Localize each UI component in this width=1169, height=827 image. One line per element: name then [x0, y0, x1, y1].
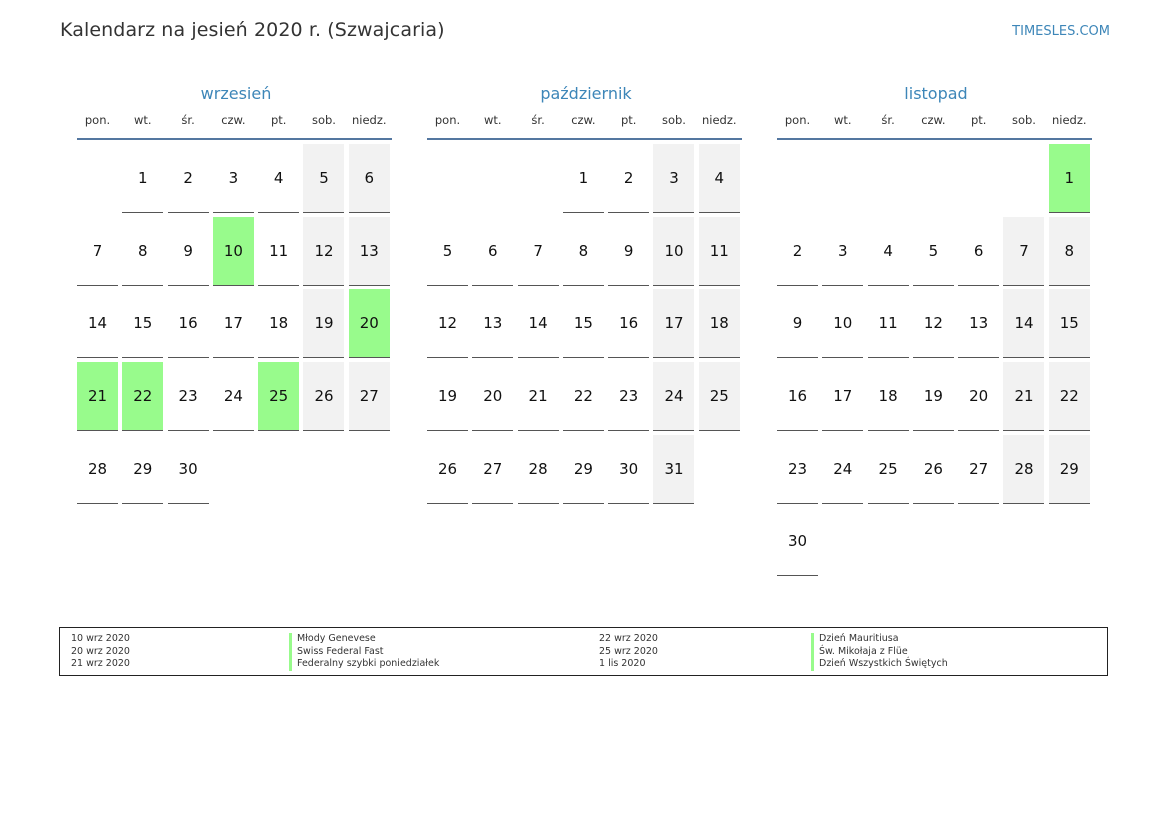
day-cell[interactable]: 15 [563, 289, 604, 358]
day-cell[interactable]: 9 [168, 217, 209, 286]
day-cell[interactable]: 17 [213, 289, 254, 358]
empty-cell [518, 144, 559, 213]
day-cell[interactable]: 26 [913, 435, 954, 504]
day-cell[interactable]: 3 [653, 144, 694, 213]
day-cell[interactable]: 13 [349, 217, 390, 286]
day-cell[interactable]: 16 [608, 289, 649, 358]
day-cell[interactable]: 12 [913, 289, 954, 358]
header-rule [77, 138, 392, 140]
day-cell[interactable]: 18 [868, 362, 909, 431]
day-cell[interactable]: 30 [168, 435, 209, 504]
day-cell[interactable]: 5 [913, 217, 954, 286]
weekday-label: niedz. [702, 113, 737, 127]
weekday-header [77, 109, 395, 131]
day-cell[interactable]: 20 [472, 362, 513, 431]
page-title: Kalendarz na jesień 2020 r. (Szwajcaria) [60, 19, 445, 41]
month-name: wrzesień [200, 84, 272, 103]
weekday-header [427, 109, 745, 131]
day-cell[interactable]: 9 [608, 217, 649, 286]
empty-cell [958, 144, 999, 213]
day-cell[interactable]: 7 [518, 217, 559, 286]
legend-holiday-name: Federalny szybki poniedziałek [289, 658, 439, 671]
day-cell[interactable]: 14 [518, 289, 559, 358]
day-cell[interactable]: 19 [913, 362, 954, 431]
legend-date: 22 wrz 2020 [599, 633, 658, 644]
weekday-label: sob. [311, 113, 336, 127]
weekday-label: pt. [270, 113, 287, 127]
day-cell[interactable]: 6 [472, 217, 513, 286]
day-cell[interactable]: 15 [122, 289, 163, 358]
legend-holiday-name: Swiss Federal Fast [289, 646, 439, 659]
empty-cell [868, 144, 909, 213]
month-september [77, 83, 395, 504]
day-cell[interactable]: 23 [168, 362, 209, 431]
day-cell[interactable]: 18 [258, 289, 299, 358]
header-rule [777, 138, 1092, 140]
day-cell[interactable]: 8 [563, 217, 604, 286]
day-cell[interactable]: 5 [303, 144, 344, 213]
day-cell[interactable]: 17 [653, 289, 694, 358]
day-grid [77, 144, 395, 504]
holiday-day-cell[interactable]: 20 [349, 289, 390, 358]
weekday-label: niedz. [1052, 113, 1087, 127]
day-cell[interactable]: 11 [699, 217, 740, 286]
day-cell[interactable]: 28 [1003, 435, 1044, 504]
weekday-label: pon. [84, 113, 111, 127]
day-cell[interactable]: 1 [122, 144, 163, 213]
day-cell[interactable]: 3 [213, 144, 254, 213]
weekday-label: sob. [661, 113, 686, 127]
day-grid [777, 144, 1095, 576]
day-cell[interactable]: 30 [608, 435, 649, 504]
weekday-label: pt. [970, 113, 987, 127]
legend-dates-right [599, 633, 658, 671]
day-cell[interactable]: 26 [303, 362, 344, 431]
day-cell[interactable]: 24 [213, 362, 254, 431]
day-cell[interactable]: 8 [122, 217, 163, 286]
day-cell[interactable]: 14 [1003, 289, 1044, 358]
holiday-legend [59, 627, 1108, 676]
day-cell[interactable]: 29 [122, 435, 163, 504]
day-cell[interactable]: 19 [303, 289, 344, 358]
weekday-label: wt. [134, 113, 152, 127]
weekday-label: śr. [881, 113, 895, 127]
month-october [427, 83, 745, 504]
day-cell[interactable]: 22 [563, 362, 604, 431]
day-cell[interactable]: 27 [958, 435, 999, 504]
day-cell[interactable]: 6 [349, 144, 390, 213]
day-cell[interactable]: 6 [958, 217, 999, 286]
month-name: październik [540, 84, 632, 103]
day-cell[interactable]: 29 [563, 435, 604, 504]
weekday-label: śr. [531, 113, 545, 127]
weekday-label: pon. [784, 113, 811, 127]
weekday-label: czw. [221, 113, 246, 127]
day-cell[interactable]: 7 [1003, 217, 1044, 286]
weekday-label: wt. [484, 113, 502, 127]
legend-holiday-name: Św. Mikołaja z Flüe [811, 646, 948, 659]
weekday-label: sob. [1011, 113, 1036, 127]
day-cell[interactable]: 16 [168, 289, 209, 358]
empty-cell [472, 144, 513, 213]
day-cell[interactable]: 24 [822, 435, 863, 504]
day-cell[interactable]: 13 [958, 289, 999, 358]
day-cell[interactable]: 28 [77, 435, 118, 504]
day-cell[interactable]: 1 [563, 144, 604, 213]
day-cell[interactable]: 23 [608, 362, 649, 431]
legend-holiday-name: Dzień Wszystkich Świętych [811, 658, 948, 671]
weekday-header [777, 109, 1095, 131]
day-grid [427, 144, 745, 504]
day-cell[interactable]: 21 [1003, 362, 1044, 431]
empty-cell [777, 144, 818, 213]
day-cell[interactable]: 25 [699, 362, 740, 431]
day-cell[interactable]: 24 [653, 362, 694, 431]
day-cell[interactable]: 18 [699, 289, 740, 358]
day-cell[interactable]: 3 [822, 217, 863, 286]
day-cell[interactable]: 2 [168, 144, 209, 213]
holiday-day-cell[interactable]: 1 [1049, 144, 1090, 213]
header-rule [427, 138, 742, 140]
weekday-label: pt. [620, 113, 637, 127]
day-cell[interactable]: 2 [777, 217, 818, 286]
legend-names-right [811, 633, 948, 671]
empty-cell [1003, 144, 1044, 213]
legend-date: 20 wrz 2020 [71, 645, 130, 657]
month-name: listopad [904, 84, 968, 103]
day-cell[interactable]: 27 [349, 362, 390, 431]
holiday-day-cell[interactable]: 22 [122, 362, 163, 431]
empty-cell [427, 144, 468, 213]
day-cell[interactable]: 9 [777, 289, 818, 358]
day-cell[interactable]: 23 [777, 435, 818, 504]
day-cell[interactable]: 25 [868, 435, 909, 504]
legend-date: 1 lis 2020 [599, 658, 646, 670]
day-cell[interactable]: 5 [427, 217, 468, 286]
day-cell[interactable]: 4 [699, 144, 740, 213]
empty-cell [822, 144, 863, 213]
legend-names-left [289, 633, 439, 671]
weekday-label: śr. [181, 113, 195, 127]
legend-date: 10 wrz 2020 [71, 633, 130, 644]
day-cell[interactable]: 11 [868, 289, 909, 358]
day-cell[interactable]: 17 [822, 362, 863, 431]
day-cell[interactable]: 30 [777, 507, 818, 576]
empty-cell [913, 144, 954, 213]
legend-date: 21 wrz 2020 [71, 658, 130, 670]
month-november [777, 83, 1095, 576]
weekday-label: pon. [434, 113, 461, 127]
weekday-label: czw. [571, 113, 596, 127]
day-cell[interactable]: 29 [1049, 435, 1090, 504]
weekday-label: niedz. [352, 113, 387, 127]
day-cell[interactable]: 4 [868, 217, 909, 286]
day-cell[interactable]: 28 [518, 435, 559, 504]
day-cell[interactable]: 12 [427, 289, 468, 358]
day-cell[interactable]: 20 [958, 362, 999, 431]
day-cell[interactable]: 27 [472, 435, 513, 504]
empty-cell [77, 144, 118, 213]
day-cell[interactable]: 11 [258, 217, 299, 286]
holiday-day-cell[interactable]: 10 [213, 217, 254, 286]
legend-dates-left [71, 633, 130, 671]
day-cell[interactable]: 8 [1049, 217, 1090, 286]
day-cell[interactable]: 21 [518, 362, 559, 431]
legend-holiday-name: Młody Genevese [289, 633, 439, 646]
day-cell[interactable]: 14 [77, 289, 118, 358]
day-cell[interactable]: 2 [608, 144, 649, 213]
day-cell[interactable]: 31 [653, 435, 694, 504]
weekday-label: czw. [921, 113, 946, 127]
legend-date: 25 wrz 2020 [599, 645, 658, 657]
day-cell[interactable]: 10 [822, 289, 863, 358]
day-cell[interactable]: 13 [472, 289, 513, 358]
day-cell[interactable]: 15 [1049, 289, 1090, 358]
weekday-label: wt. [834, 113, 852, 127]
day-cell[interactable]: 10 [653, 217, 694, 286]
day-cell[interactable]: 16 [777, 362, 818, 431]
day-cell[interactable]: 26 [427, 435, 468, 504]
site-link[interactable]: TIMESLES.COM [1012, 24, 1110, 39]
day-cell[interactable]: 7 [77, 217, 118, 286]
holiday-day-cell[interactable]: 25 [258, 362, 299, 431]
day-cell[interactable]: 4 [258, 144, 299, 213]
day-cell[interactable]: 19 [427, 362, 468, 431]
holiday-day-cell[interactable]: 21 [77, 362, 118, 431]
day-cell[interactable]: 12 [303, 217, 344, 286]
legend-holiday-name: Dzień Mauritiusa [811, 633, 948, 646]
day-cell[interactable]: 22 [1049, 362, 1090, 431]
